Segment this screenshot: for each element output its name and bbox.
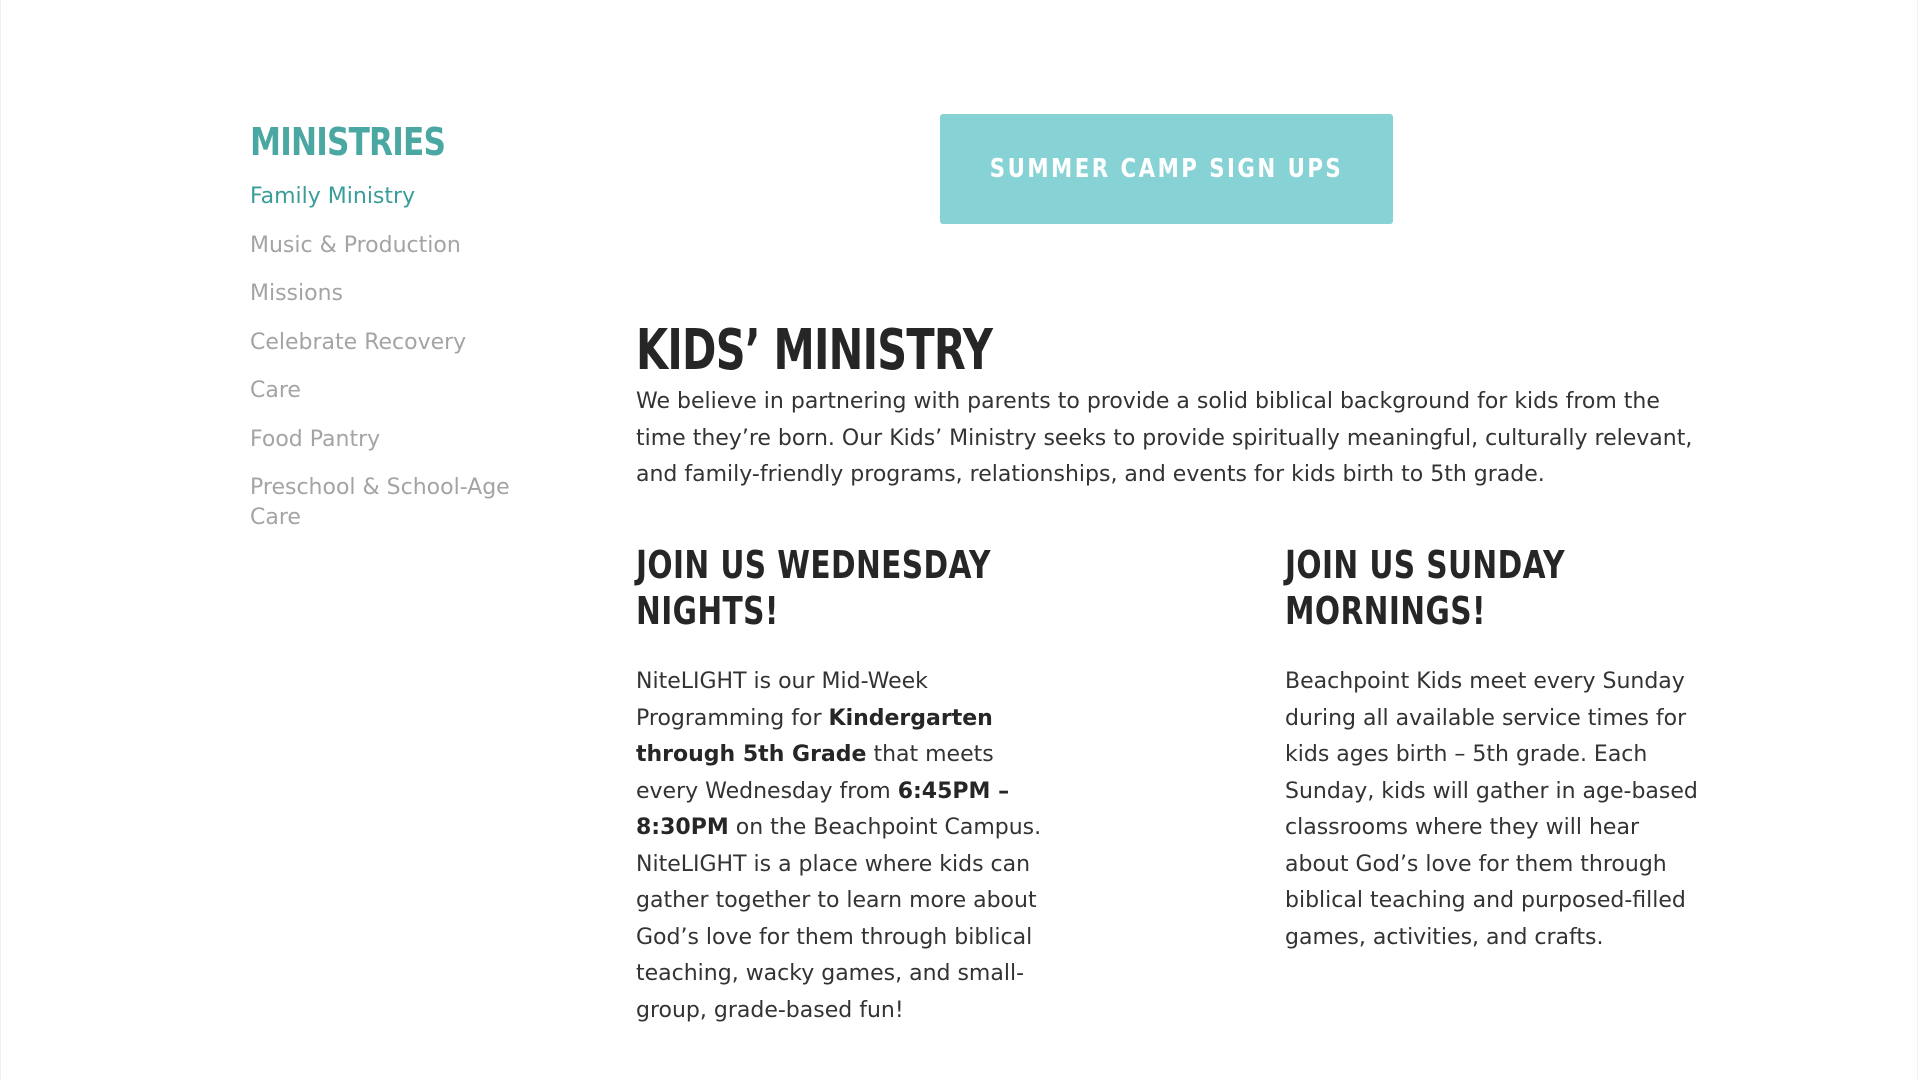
sunday-heading: JOIN US SUNDAY MORNINGS!	[1285, 543, 1565, 633]
wednesday-heading: JOIN US WEDNESDAY NIGHTS!	[636, 543, 991, 633]
sidebar-nav-list	[250, 182, 550, 533]
wednesday-text-3: on the Beachpoint Campus. NiteLIGHT is a place where kids can gather together to learn more about God’s love for them through biblical teaching, wacky games, and small-group, grade-based fun!	[636, 815, 1042, 1023]
ministries-sidebar	[250, 116, 550, 552]
summer-camp-signup-button[interactable]	[940, 114, 1393, 224]
wednesday-section	[636, 542, 1096, 1029]
sidebar-title: MINISTRIES	[250, 120, 446, 164]
sidebar-item-missions[interactable]: Missions	[250, 281, 343, 306]
wednesday-text-1: NiteLIGHT is our Mid-Week Programming for	[636, 669, 928, 731]
sidebar-item-food-pantry[interactable]: Food Pantry	[250, 426, 381, 452]
sunday-body: Beachpoint Kids meet every Sunday during all available service times for kids ages birth – 5th grade. Each Sunday, kids will gather in age-based classrooms where they will hear about God’s love for them through biblical teaching and purposed-filled games, activities, and crafts.	[1285, 669, 1698, 950]
wednesday-body	[636, 664, 1056, 1029]
intro-paragraph: We believe in partnering with parents to provide a solid biblical background for kids from the time they’re born. Our Kids’ Ministry seeks to provide spiritually meaningful, culturally relevant, and family-friendly programs, relationships, and events for kids birth to 5th grade.	[636, 389, 1693, 487]
page-title: KIDS’ MINISTRY	[636, 317, 993, 383]
summer-camp-signup-label: SUMMER CAMP SIGN UPS	[989, 154, 1344, 184]
wednesday-text-2: that meets every Wednesday from	[636, 742, 994, 804]
sidebar-item-care[interactable]: Care	[250, 378, 301, 403]
sidebar-item-music-production[interactable]: Music & Production	[250, 232, 461, 258]
sidebar-item-celebrate-recovery[interactable]: Celebrate Recovery	[250, 329, 467, 355]
sidebar-item-preschool-school-age-care[interactable]: Preschool & School-Age Care	[250, 475, 510, 530]
sunday-section	[1285, 542, 1725, 956]
sidebar-item-family-ministry[interactable]: Family Ministry	[250, 184, 416, 209]
wednesday-time: 6:45PM – 8:30PM	[636, 778, 1010, 840]
wednesday-grade-range: Kindergarten through 5th Grade	[636, 705, 993, 767]
